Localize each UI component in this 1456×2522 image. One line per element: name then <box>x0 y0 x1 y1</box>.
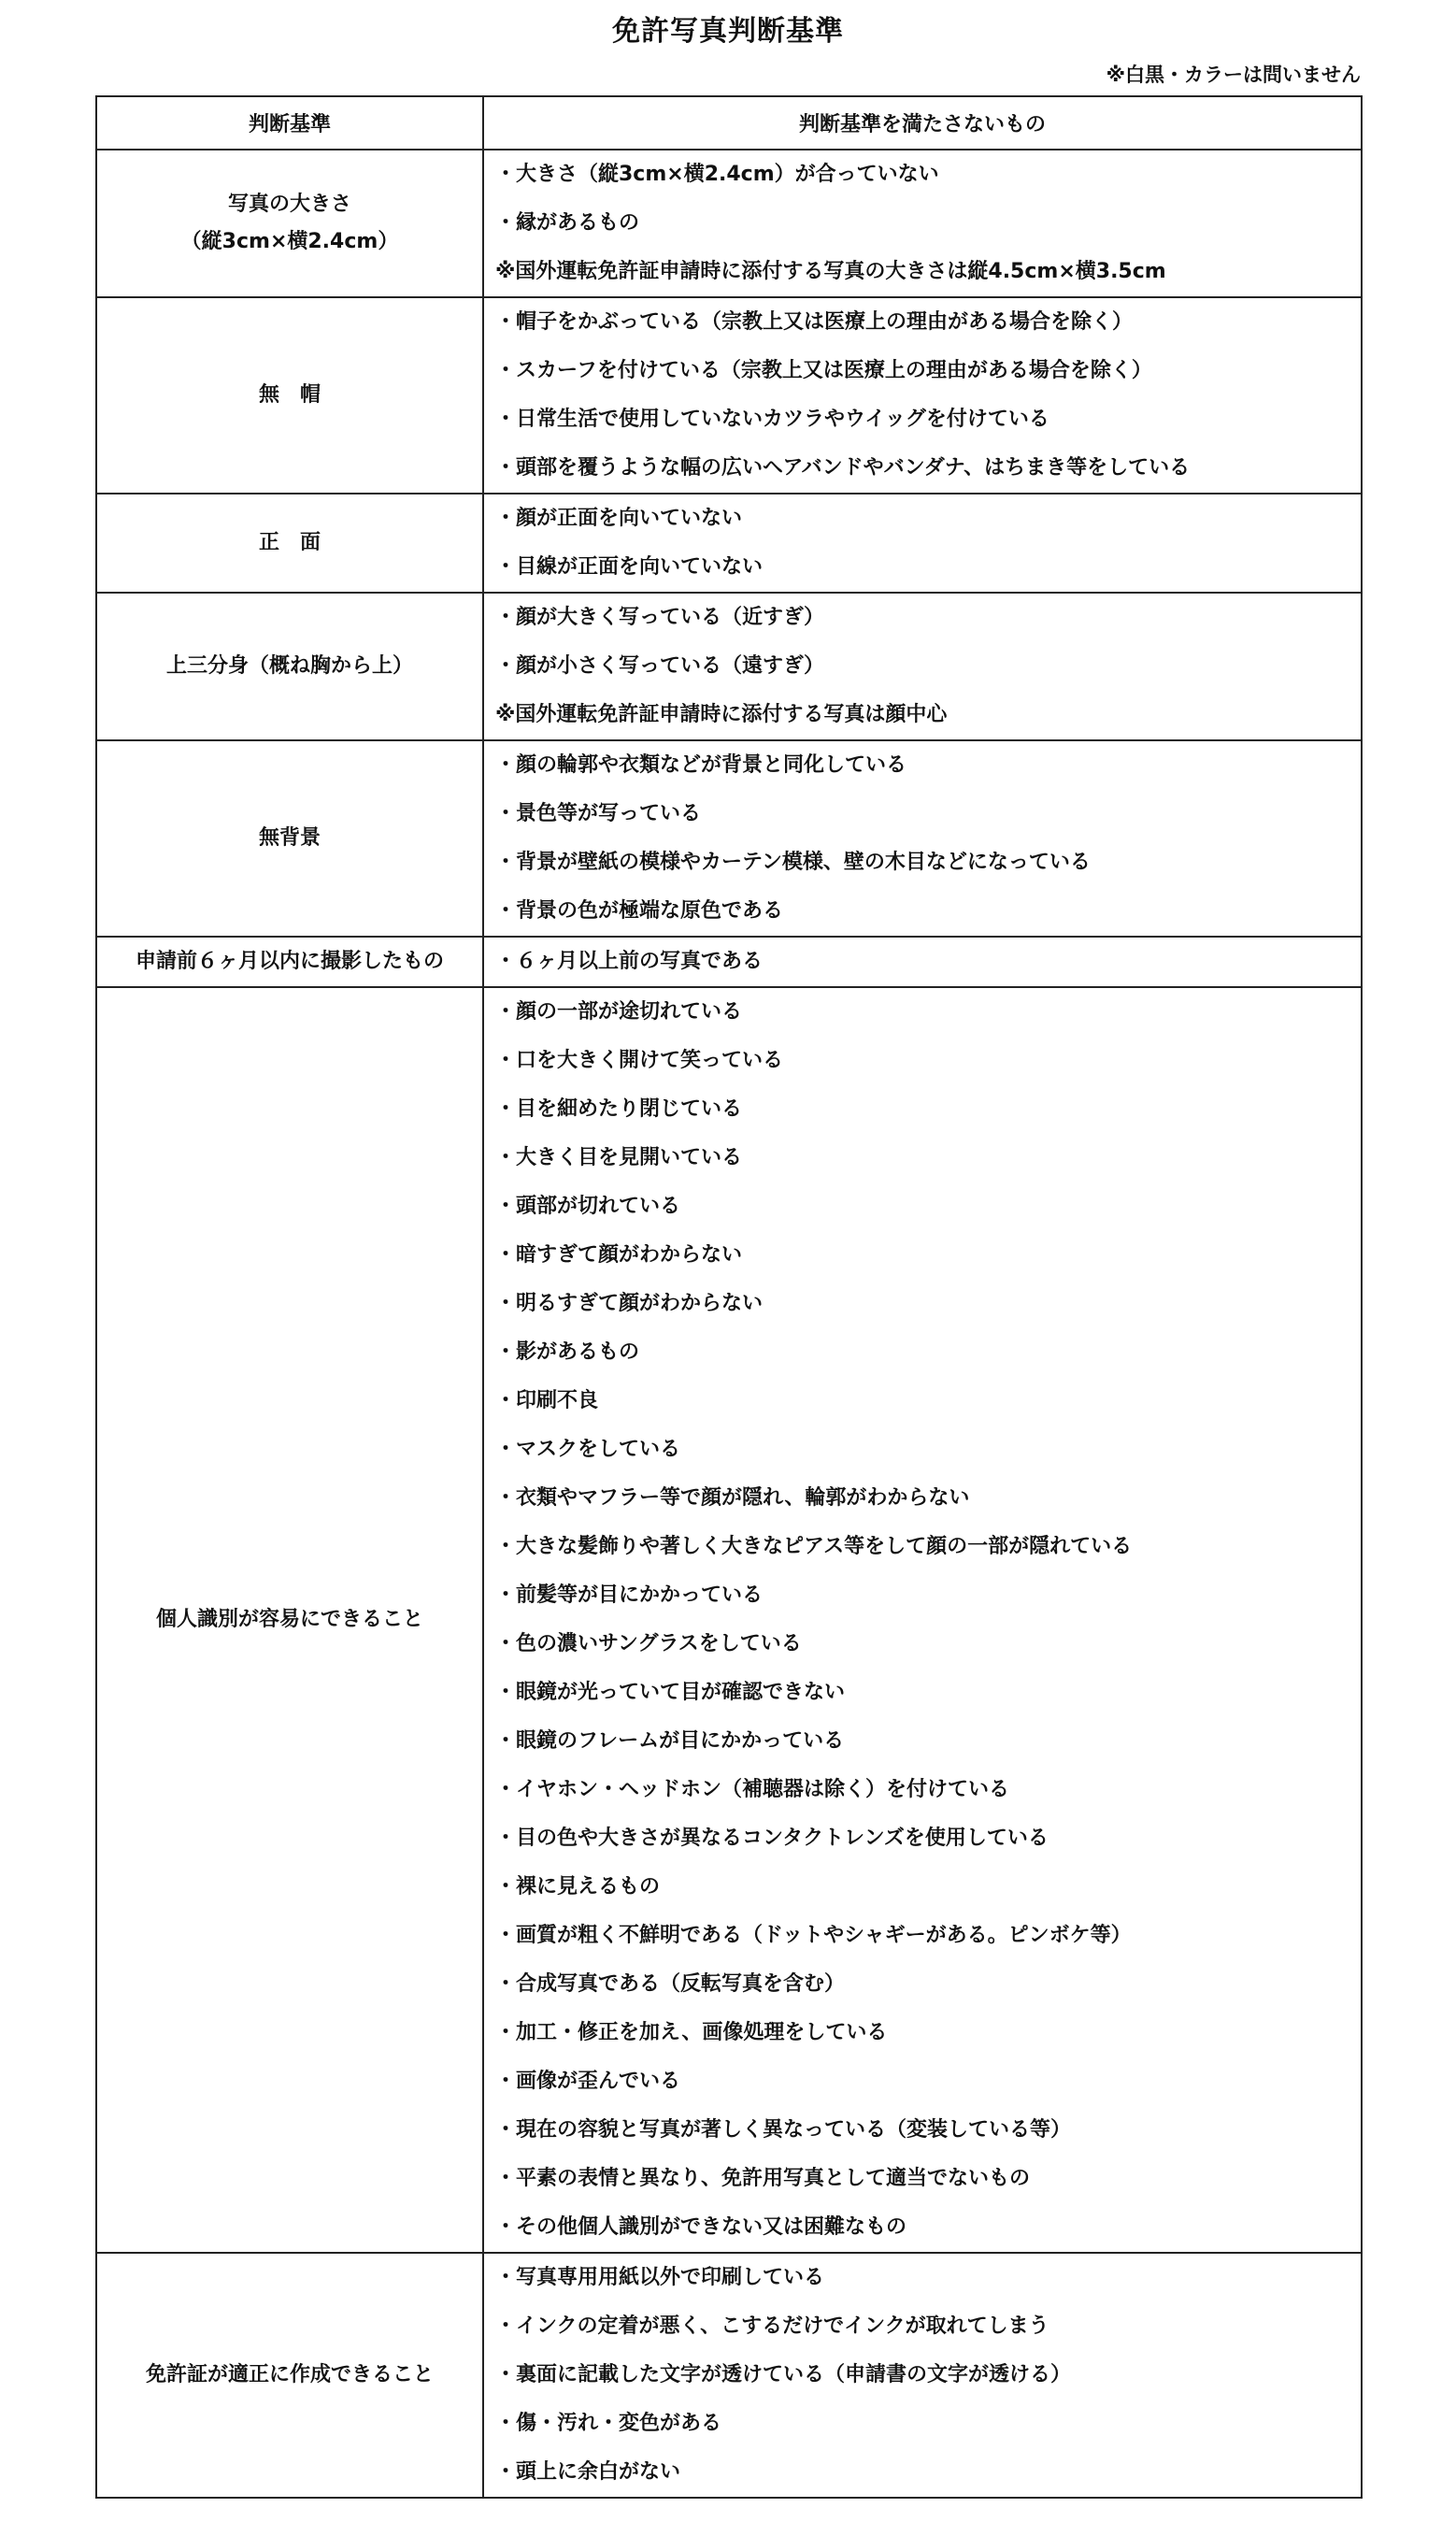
failure-item: ・裏面に記載した文字が透けている（申請書の文字が透ける） <box>495 2363 1072 2386</box>
failures-cell <box>483 494 1362 593</box>
criteria-label: 個人識別が容易にできること <box>155 1608 423 1631</box>
failure-item: ※国外運転免許証申請時に添付する写真の大きさは縦4.5cm×横3.5cm <box>495 260 1166 283</box>
failure-item: ・眼鏡のフレームが目にかかっている <box>495 1729 845 1753</box>
failures-cell <box>483 297 1362 494</box>
failure-item: ・衣類やマフラー等で顔が隠れ、輪郭がわからない <box>495 1486 970 1510</box>
failure-item: ・頭上に余白がない <box>495 2460 681 2484</box>
failure-item: ・頭部を覆うような幅の広いヘアバンドやバンダナ、はちまき等をしている <box>495 456 1191 480</box>
criteria-cell <box>96 987 483 2253</box>
failure-item: ・インクの定着が悪く、こするだけでインクが取れてしまう <box>495 2314 1049 2338</box>
criteria-cell <box>96 297 483 494</box>
table-row <box>96 494 1362 593</box>
header-row <box>96 96 1362 150</box>
table-row <box>96 150 1362 297</box>
failure-item: ・顔の一部が途切れている <box>495 1000 743 1024</box>
failure-item: ・眼鏡が光っていて目が確認できない <box>495 1681 846 1704</box>
header-criteria: 判断基準 <box>96 96 483 150</box>
failure-item: ・合成写真である（反転写真を含む） <box>495 1972 846 1996</box>
criteria-table <box>95 95 1363 2499</box>
failure-item: ・写真専用用紙以外で印刷している <box>495 2266 825 2289</box>
failure-item: ・口を大きく開けて笑っている <box>495 1049 784 1072</box>
failure-item: ・前髪等が目にかかっている <box>495 1583 764 1607</box>
failure-item: ・顔の輪郭や衣類などが背景と同化している <box>495 753 907 777</box>
table-row <box>96 937 1362 987</box>
failure-item: ・背景の色が極端な原色である <box>495 899 784 923</box>
criteria-label: 免許証が適正に作成できること <box>145 2363 434 2386</box>
failure-item: ・大きさ（縦3cm×横2.4cm）が合っていない <box>495 163 939 186</box>
table-row <box>96 987 1362 2253</box>
failure-item: ・背景が壁紙の模様やカーテン模様、壁の木目などになっている <box>495 851 1091 874</box>
failures-cell <box>483 740 1362 937</box>
failure-item: ・目を細めたり閉じている <box>495 1097 743 1121</box>
failures-cell <box>483 593 1362 740</box>
failure-item: ・影があるもの <box>495 1340 640 1364</box>
criteria-cell <box>96 494 483 593</box>
table-row <box>96 593 1362 740</box>
failure-item: ・景色等が写っている <box>495 802 702 825</box>
failures-cell <box>483 2253 1362 2498</box>
failure-item: ・顔が正面を向いていない <box>495 507 743 530</box>
failure-item: ・顔が小さく写っている（遠すぎ） <box>495 654 825 678</box>
table-row <box>96 740 1362 937</box>
page-title: 免許写真判断基準 <box>612 15 844 48</box>
criteria-label: 無 帽 <box>258 383 321 407</box>
criteria-cell <box>96 150 483 297</box>
criteria-label: 写真の大きさ <box>227 193 351 216</box>
criteria-label: 上三分身（概ね胸から上） <box>165 654 413 678</box>
failure-item: ・その他個人識別ができない又は困難なもの <box>495 2215 907 2239</box>
criteria-label: 無背景 <box>258 826 321 850</box>
failure-item: ・縁があるもの <box>495 211 640 235</box>
failure-item: ・日常生活で使用していないカツラやウイッグを付けている <box>495 408 1049 431</box>
criteria-cell <box>96 593 483 740</box>
failure-item: ・明るすぎて顔がわからない <box>495 1292 764 1315</box>
failure-item: ・暗すぎて顔がわからない <box>495 1243 743 1267</box>
failure-item: ・頭部が切れている <box>495 1195 681 1218</box>
criteria-cell <box>96 937 483 987</box>
color-note: ※白黒・カラーは問いません <box>1106 64 1361 86</box>
failure-item: ・大きな髪飾りや著しく大きなピアス等をして顔の一部が隠れている <box>495 1535 1133 1558</box>
failure-item: ・色の濃いサングラスをしている <box>495 1632 802 1655</box>
criteria-label: （縦3cm×横2.4cm） <box>180 230 399 253</box>
failure-item: ・傷・汚れ・変色がある <box>495 2412 722 2435</box>
table-row <box>96 2253 1362 2498</box>
failure-item: ※国外運転免許証申請時に添付する写真は顔中心 <box>495 703 948 726</box>
failure-item: ・スカーフを付けている（宗教上又は医療上の理由がある場合を除く） <box>495 359 1152 382</box>
criteria-label: 正 面 <box>258 531 321 554</box>
table-row <box>96 297 1362 494</box>
failure-item: ・大きく目を見開いている <box>495 1146 743 1169</box>
failure-item: ・画像が歪んでいる <box>495 2070 681 2093</box>
criteria-label: 申請前６ヶ月以内に撮影したもの <box>135 950 444 973</box>
failure-item: ・イヤホン・ヘッドホン（補聴器は除く）を付けている <box>495 1778 1010 1801</box>
failure-item: ・目線が正面を向いていない <box>495 555 764 579</box>
header-failures: 判断基準を満たさないもの <box>483 96 1362 150</box>
failure-item: ・６ヶ月以上前の写真である <box>495 950 764 973</box>
failure-item: ・マスクをしている <box>495 1438 681 1461</box>
failure-item: ・目の色や大きさが異なるコンタクトレンズを使用している <box>495 1827 1049 1850</box>
failure-item: ・印刷不良 <box>495 1389 599 1412</box>
failure-item: ・現在の容貌と写真が著しく異なっている（変装している等） <box>495 2118 1072 2142</box>
failures-cell <box>483 987 1362 2253</box>
failure-item: ・帽子をかぶっている（宗教上又は医療上の理由がある場合を除く） <box>495 310 1134 334</box>
criteria-cell <box>96 2253 483 2498</box>
criteria-cell <box>96 740 483 937</box>
failure-item: ・画質が粗く不鮮明である（ドットやシャギーがある。ピンボケ等） <box>495 1924 1132 1947</box>
failure-item: ・平素の表情と異なり、免許用写真として適当でないもの <box>495 2167 1031 2190</box>
failure-item: ・裸に見えるもの <box>495 1875 661 1899</box>
failures-cell <box>483 150 1362 297</box>
failure-item: ・加工・修正を加え、画像処理をしている <box>495 2021 888 2044</box>
failures-cell <box>483 937 1362 987</box>
failure-item: ・顔が大きく写っている（近すぎ） <box>495 606 825 629</box>
